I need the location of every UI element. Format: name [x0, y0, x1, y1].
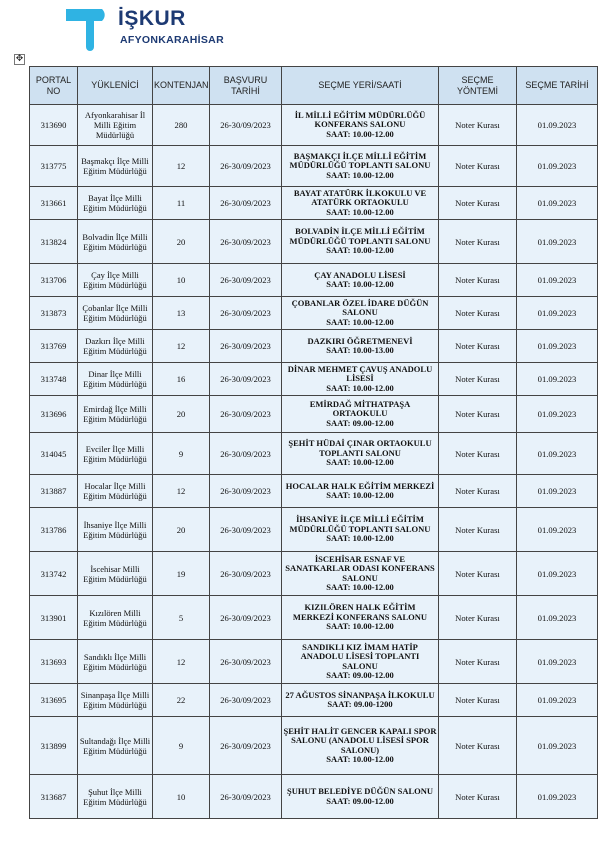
apply-date-cell: 26-30/09/2023: [210, 640, 282, 684]
apply-date-cell: 26-30/09/2023: [210, 475, 282, 508]
place-name: ŞUHUT BELEDİYE DÜĞÜN SALONU: [286, 786, 434, 797]
place-time-cell: [282, 596, 439, 640]
apply-date-cell: 26-30/09/2023: [210, 297, 282, 330]
quota-cell: 11: [153, 187, 210, 220]
select-date-cell: 01.09.2023: [517, 717, 598, 775]
portal-no-cell: 313775: [30, 146, 78, 187]
place-name: BAYAT ATATÜRK İLKOKULU VE ATATÜRK ORTAOKULU: [293, 187, 427, 208]
place-name: 27 AĞUSTOS SİNANPAŞA İLKOKULU: [285, 689, 435, 700]
table-row: [30, 146, 598, 187]
place-time: SAAT: 10.00-12.00: [326, 206, 394, 217]
place-time: SAAT: 10.00-12.00: [326, 169, 394, 180]
table-row: [30, 220, 598, 264]
place-time-cell: [282, 475, 439, 508]
place-time-cell: [282, 552, 439, 596]
select-date-cell: 01.09.2023: [517, 433, 598, 475]
header-apply-date: BAŞVURU TARİHİ: [210, 67, 282, 105]
place-name: BAŞMAKÇI İLÇE MİLLİ EĞİTİM MÜDÜRLÜĞÜ TOPLANTI SALONU: [289, 150, 431, 171]
portal-no-cell: 313748: [30, 363, 78, 396]
quota-cell: 22: [153, 684, 210, 717]
logo-subtitle: AFYONKARAHİSAR: [120, 34, 224, 46]
select-date-cell: 01.09.2023: [517, 105, 598, 146]
contractor-cell: Çay İlçe Milli Eğitim Müdürlüğü: [78, 264, 153, 297]
quota-cell: 10: [153, 775, 210, 819]
place-time: SAAT: 09.00-12.00: [326, 669, 394, 680]
portal-no-cell: 313769: [30, 330, 78, 363]
place-name: İHSANİYE İLÇE MİLLİ EĞİTİM MÜDÜRLÜĞÜ TOPLANTI SALONU: [289, 514, 431, 534]
table-header-row: [30, 67, 598, 105]
table-row: [30, 508, 598, 552]
header-portal-no: PORTAL NO: [30, 67, 78, 105]
quota-cell: 12: [153, 475, 210, 508]
table-row: [30, 363, 598, 396]
apply-date-cell: 26-30/09/2023: [210, 220, 282, 264]
contractor-cell: Sultandağı İlçe Milli Eğitim Müdürlüğü: [78, 717, 153, 775]
logo-title: İŞKUR: [118, 7, 186, 30]
quota-cell: 20: [153, 220, 210, 264]
portal-no-cell: 313901: [30, 596, 78, 640]
place-time-cell: [282, 717, 439, 775]
table-row: [30, 297, 598, 330]
apply-date-cell: 26-30/09/2023: [210, 330, 282, 363]
contractor-cell: Afyonkarahisar İl Milli Eğitim Müdürlüğü: [78, 105, 153, 146]
place-name: SANDIKLI KIZ İMAM HATİP ANADOLU LİSESİ TOPLANTI SALONU: [300, 641, 420, 671]
contractor-cell: Hocalar İlçe Milli Eğitim Müdürlüğü: [78, 475, 153, 508]
place-time: SAAT: 10.00-12.00: [326, 279, 394, 289]
select-date-cell: 01.09.2023: [517, 596, 598, 640]
apply-date-cell: 26-30/09/2023: [210, 363, 282, 396]
method-cell: Noter Kurası: [439, 596, 517, 640]
quota-cell: 9: [153, 717, 210, 775]
header-select-date: SEÇME TARİHİ: [517, 67, 598, 105]
portal-no-cell: 313687: [30, 775, 78, 819]
quota-cell: 20: [153, 396, 210, 433]
table-row: [30, 596, 598, 640]
quota-cell: 19: [153, 552, 210, 596]
contractor-cell: Dinar İlçe Milli Eğitim Müdürlüğü: [78, 363, 153, 396]
place-time-cell: [282, 433, 439, 475]
place-time-cell: [282, 508, 439, 552]
contractor-cell: İscehisar Milli Eğitim Müdürlüğü: [78, 552, 153, 596]
method-cell: Noter Kurası: [439, 105, 517, 146]
select-date-cell: 01.09.2023: [517, 330, 598, 363]
method-cell: Noter Kurası: [439, 433, 517, 475]
select-date-cell: 01.09.2023: [517, 475, 598, 508]
quota-cell: 20: [153, 508, 210, 552]
header-contractor: YÜKLENİCİ: [78, 67, 153, 105]
method-cell: Noter Kurası: [439, 717, 517, 775]
place-time: SAAT: 10.00-12.00: [326, 316, 394, 327]
method-cell: Noter Kurası: [439, 187, 517, 220]
place-time: SAAT: 10.00-12.00: [326, 533, 394, 544]
quota-cell: 16: [153, 363, 210, 396]
quota-cell: 12: [153, 330, 210, 363]
table-row: [30, 433, 598, 475]
contractor-cell: Dazkırı İlçe Milli Eğitim Müdürlüğü: [78, 330, 153, 363]
select-date-cell: 01.09.2023: [517, 640, 598, 684]
apply-date-cell: 26-30/09/2023: [210, 596, 282, 640]
portal-no-cell: 313824: [30, 220, 78, 264]
apply-date-cell: 26-30/09/2023: [210, 508, 282, 552]
portal-no-cell: 313786: [30, 508, 78, 552]
contractor-cell: Şuhut İlçe Milli Eğitim Müdürlüğü: [78, 775, 153, 819]
place-time: SAAT: 10.00-12.00: [326, 382, 394, 393]
method-cell: Noter Kurası: [439, 640, 517, 684]
select-date-cell: 01.09.2023: [517, 396, 598, 433]
method-cell: Noter Kurası: [439, 330, 517, 363]
portal-no-cell: 313742: [30, 552, 78, 596]
place-time: SAAT: 10.00-12.00: [326, 128, 394, 139]
place-time: SAAT: 09.00-12.00: [326, 795, 394, 806]
apply-date-cell: 26-30/09/2023: [210, 433, 282, 475]
place-name: ÇOBANLAR ÖZEL İDARE DÜĞÜN SALONU: [291, 297, 429, 318]
place-name: DİNAR MEHMET ÇAVUŞ ANADOLU LİSESİ: [287, 363, 433, 384]
table-row: [30, 187, 598, 220]
table-row: [30, 105, 598, 146]
place-time-cell: [282, 775, 439, 819]
place-time-cell: [282, 187, 439, 220]
method-cell: Noter Kurası: [439, 775, 517, 819]
portal-no-cell: 313695: [30, 684, 78, 717]
contractor-cell: Sinanpaşa İlçe Milli Eğitim Müdürlüğü: [78, 684, 153, 717]
place-name: İSCEHİSAR ESNAF VE SANATKARLAR ODASI KONFERANS SALONU: [285, 553, 435, 583]
place-time: SAAT: 10.00-12.00: [326, 457, 394, 468]
apply-date-cell: 26-30/09/2023: [210, 775, 282, 819]
place-time-cell: [282, 105, 439, 146]
contractor-cell: Kızılören Milli Eğitim Müdürlüğü: [78, 596, 153, 640]
header-place-time: SEÇME YERİ/SAATİ: [282, 67, 439, 105]
place-name: BOLVADİN İLÇE MİLLİ EĞİTİM MÜDÜRLÜĞÜ TOPLANTI SALONU: [289, 226, 431, 246]
method-cell: Noter Kurası: [439, 220, 517, 264]
place-time: SAAT: 10.00-12.00: [326, 490, 394, 500]
quota-cell: 12: [153, 640, 210, 684]
select-date-cell: 01.09.2023: [517, 297, 598, 330]
selection-table: [29, 66, 598, 819]
method-cell: Noter Kurası: [439, 508, 517, 552]
portal-no-cell: 313693: [30, 640, 78, 684]
place-time: SAAT: 09.00-1200: [327, 699, 393, 709]
contractor-cell: Çobanlar İlçe Milli Eğitim Müdürlüğü: [78, 297, 153, 330]
place-name: EMİRDAĞ MİTHATPAŞA ORTAOKULU: [309, 398, 411, 419]
select-date-cell: 01.09.2023: [517, 684, 598, 717]
select-date-cell: 01.09.2023: [517, 264, 598, 297]
method-cell: Noter Kurası: [439, 146, 517, 187]
select-date-cell: 01.09.2023: [517, 775, 598, 819]
place-time-cell: [282, 396, 439, 433]
place-name: İL MİLLİ EĞİTİM MÜDÜRLÜĞÜ KONFERANS SALONU: [294, 109, 426, 130]
portal-no-cell: 313696: [30, 396, 78, 433]
contractor-cell: Bolvadin İlçe Milli Eğitim Müdürlüğü: [78, 220, 153, 264]
place-time: SAAT: 10.00-12.00: [326, 581, 394, 592]
quota-cell: 10: [153, 264, 210, 297]
contractor-cell: Evciler İlçe Milli Eğitim Müdürlüğü: [78, 433, 153, 475]
quota-cell: 5: [153, 596, 210, 640]
contractor-cell: Bayat İlçe Milli Eğitim Müdürlüğü: [78, 187, 153, 220]
apply-date-cell: 26-30/09/2023: [210, 187, 282, 220]
place-time-cell: [282, 363, 439, 396]
place-time-cell: [282, 146, 439, 187]
apply-date-cell: 26-30/09/2023: [210, 105, 282, 146]
contractor-cell: İhsaniye İlçe Milli Eğitim Müdürlüğü: [78, 508, 153, 552]
place-name: ŞEHİT HÜDAİ ÇINAR ORTAOKULU TOPLANTI SALONU: [288, 438, 432, 458]
place-name: DAZKIRI ÖĞRETMENEVİ: [307, 335, 413, 346]
portal-no-cell: 313899: [30, 717, 78, 775]
place-time: SAAT: 09.00-12.00: [326, 417, 394, 428]
place-time-cell: [282, 297, 439, 330]
portal-no-cell: 313690: [30, 105, 78, 146]
table-row: [30, 775, 598, 819]
apply-date-cell: 26-30/09/2023: [210, 264, 282, 297]
table-row: [30, 684, 598, 717]
header-method: SEÇME YÖNTEMİ: [439, 67, 517, 105]
place-name: KIZILÖREN HALK EĞİTİM MERKEZİ KONFERANS SALONU: [292, 602, 428, 622]
method-cell: Noter Kurası: [439, 297, 517, 330]
place-time: SAAT: 10.00-12.00: [326, 753, 394, 764]
method-cell: Noter Kurası: [439, 396, 517, 433]
place-time: SAAT: 10.00-12.00: [326, 245, 394, 256]
table-row: [30, 396, 598, 433]
method-cell: Noter Kurası: [439, 684, 517, 717]
select-date-cell: 01.09.2023: [517, 508, 598, 552]
apply-date-cell: 26-30/09/2023: [210, 717, 282, 775]
method-cell: Noter Kurası: [439, 264, 517, 297]
quota-cell: 12: [153, 146, 210, 187]
apply-date-cell: 26-30/09/2023: [210, 146, 282, 187]
contractor-cell: Emirdağ İlçe Milli Eğitim Müdürlüğü: [78, 396, 153, 433]
place-time: SAAT: 10.00-13.00: [326, 345, 394, 355]
place-time-cell: [282, 684, 439, 717]
place-time: SAAT: 10.00-12.00: [326, 621, 394, 632]
portal-no-cell: 313887: [30, 475, 78, 508]
place-time-cell: [282, 330, 439, 363]
portal-no-cell: 314045: [30, 433, 78, 475]
method-cell: Noter Kurası: [439, 475, 517, 508]
table-row: [30, 330, 598, 363]
quota-cell: 280: [153, 105, 210, 146]
place-name: ÇAY ANADOLU LİSESİ: [314, 269, 406, 280]
select-date-cell: 01.09.2023: [517, 220, 598, 264]
table-move-handle-icon[interactable]: ✥: [15, 54, 24, 64]
select-date-cell: 01.09.2023: [517, 363, 598, 396]
quota-cell: 9: [153, 433, 210, 475]
place-time-cell: [282, 264, 439, 297]
place-name: ŞEHİT HALİT GENCER KAPALI SPOR SALONU (ANADOLU LİSESİ SPOR SALONU): [283, 725, 437, 755]
apply-date-cell: 26-30/09/2023: [210, 684, 282, 717]
table-row: [30, 475, 598, 508]
table-row: [30, 264, 598, 297]
place-time-cell: [282, 220, 439, 264]
contractor-cell: Başmakçı İlçe Milli Eğitim Müdürlüğü: [78, 146, 153, 187]
portal-no-cell: 313706: [30, 264, 78, 297]
place-name: HOCALAR HALK EĞİTİM MERKEZİ: [285, 480, 435, 491]
select-date-cell: 01.09.2023: [517, 146, 598, 187]
place-time-cell: [282, 640, 439, 684]
table-row: [30, 640, 598, 684]
portal-no-cell: 313873: [30, 297, 78, 330]
quota-cell: 13: [153, 297, 210, 330]
portal-no-cell: 313661: [30, 187, 78, 220]
header-quota: KONTENJAN: [153, 67, 210, 105]
table-row: [30, 717, 598, 775]
select-date-cell: 01.09.2023: [517, 552, 598, 596]
table-row: [30, 552, 598, 596]
method-cell: Noter Kurası: [439, 552, 517, 596]
apply-date-cell: 26-30/09/2023: [210, 552, 282, 596]
contractor-cell: Sandıklı İlçe Milli Eğitim Müdürlüğü: [78, 640, 153, 684]
apply-date-cell: 26-30/09/2023: [210, 396, 282, 433]
iskur-logo-icon: [64, 7, 110, 51]
method-cell: Noter Kurası: [439, 363, 517, 396]
select-date-cell: 01.09.2023: [517, 187, 598, 220]
